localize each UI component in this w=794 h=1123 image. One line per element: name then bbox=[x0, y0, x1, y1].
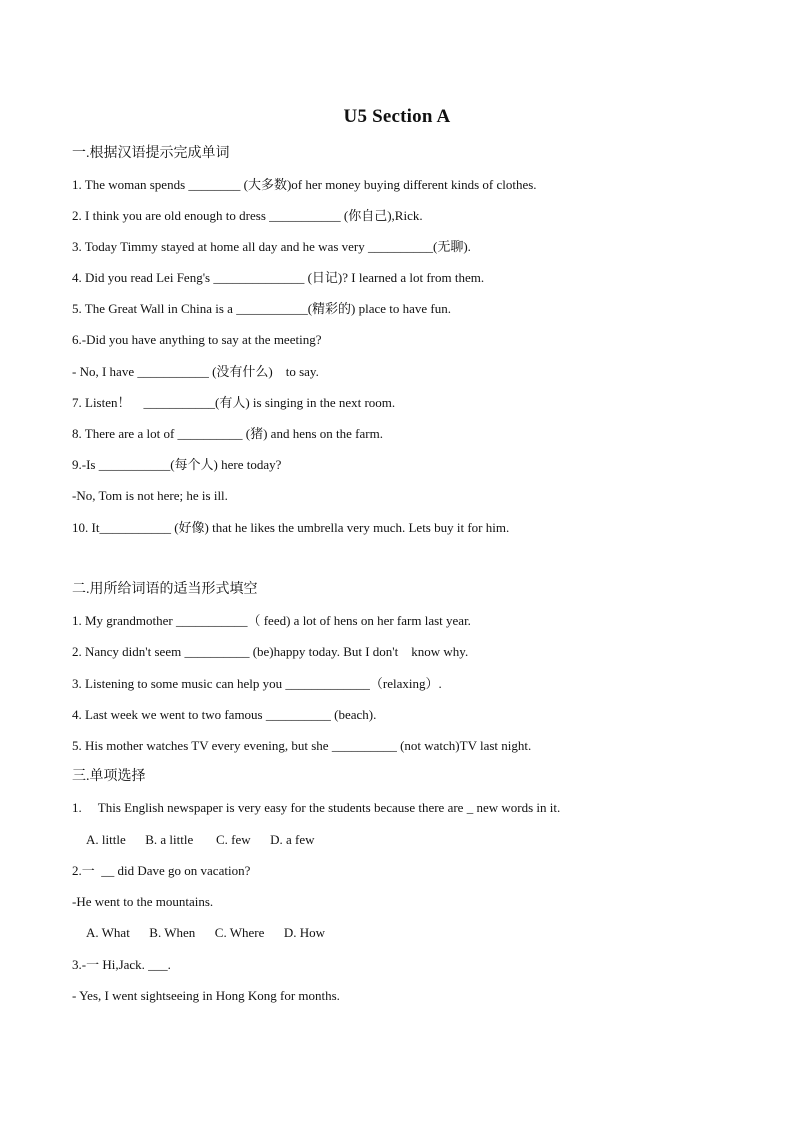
s3-question-2-answer: -He went to the mountains. bbox=[72, 894, 214, 909]
s1-line-6: 6.-Did you have anything to say at the meeting? bbox=[72, 332, 322, 347]
s1-line-5: 5. The Great Wall in China is a ___________(精彩的) place to have fun. bbox=[72, 301, 451, 316]
section-1-heading: 一.根据汉语提示完成单词 bbox=[72, 146, 230, 161]
s1-line-1: 1. The woman spends ________ (大多数)of her money buying different kinds of clothes. bbox=[72, 177, 537, 192]
s2-line-4: 4. Last week we went to two famous __________ (beach). bbox=[72, 707, 377, 722]
s2-line-3: 3. Listening to some music can help you _____________（relaxing）. bbox=[72, 676, 442, 691]
s1-line-9: 8. There are a lot of __________ (猪) and hens on the farm. bbox=[72, 426, 383, 441]
s1-line-2: 2. I think you are old enough to dress ___________ (你自己),Rick. bbox=[72, 208, 423, 223]
s3-question-1: 1. This English newspaper is very easy for the students because there are _ new words in it. bbox=[72, 800, 561, 815]
page-title: U5 Section A bbox=[343, 106, 451, 127]
section-2-heading: 二.用所给词语的适当形式填空 bbox=[72, 582, 258, 597]
s1-line-11: -No, Tom is not here; he is ill. bbox=[72, 488, 228, 503]
s1-line-4: 4. Did you read Lei Feng's ______________ (日记)? I learned a lot from them. bbox=[72, 270, 485, 285]
s1-line-10: 9.-Is ___________(每个人) here today? bbox=[72, 457, 282, 472]
s3-question-3: 3.-一 Hi,Jack. ___. bbox=[72, 957, 171, 972]
s3-question-1-options: A. little B. a little C. few D. a few bbox=[86, 832, 315, 847]
s3-question-2: 2.一 __ did Dave go on vacation? bbox=[72, 863, 251, 878]
s2-line-5: 5. His mother watches TV every evening, but she __________ (not watch)TV last night. bbox=[72, 738, 532, 753]
s2-line-2: 2. Nancy didn't seem __________ (be)happy today. But I don't know why. bbox=[72, 644, 469, 659]
s3-question-3-answer: - Yes, I went sightseeing in Hong Kong for months. bbox=[72, 988, 340, 1003]
s2-line-1: 1. My grandmother ___________（ feed) a lot of hens on her farm last year. bbox=[72, 613, 471, 628]
s1-line-7: - No, I have ___________ (没有什么) to say. bbox=[72, 364, 319, 379]
s3-question-2-options: A. What B. When C. Where D. How bbox=[86, 925, 326, 940]
s1-line-12: 10. It___________ (好像) that he likes the umbrella very much. Lets buy it for him. bbox=[72, 520, 510, 535]
s1-line-3: 3. Today Timmy stayed at home all day and he was very __________(无聊). bbox=[72, 239, 471, 254]
s1-line-8: 7. Listen！ ___________(有人) is singing in the next room. bbox=[72, 395, 396, 410]
section-3-heading: 三.单项选择 bbox=[72, 769, 146, 784]
